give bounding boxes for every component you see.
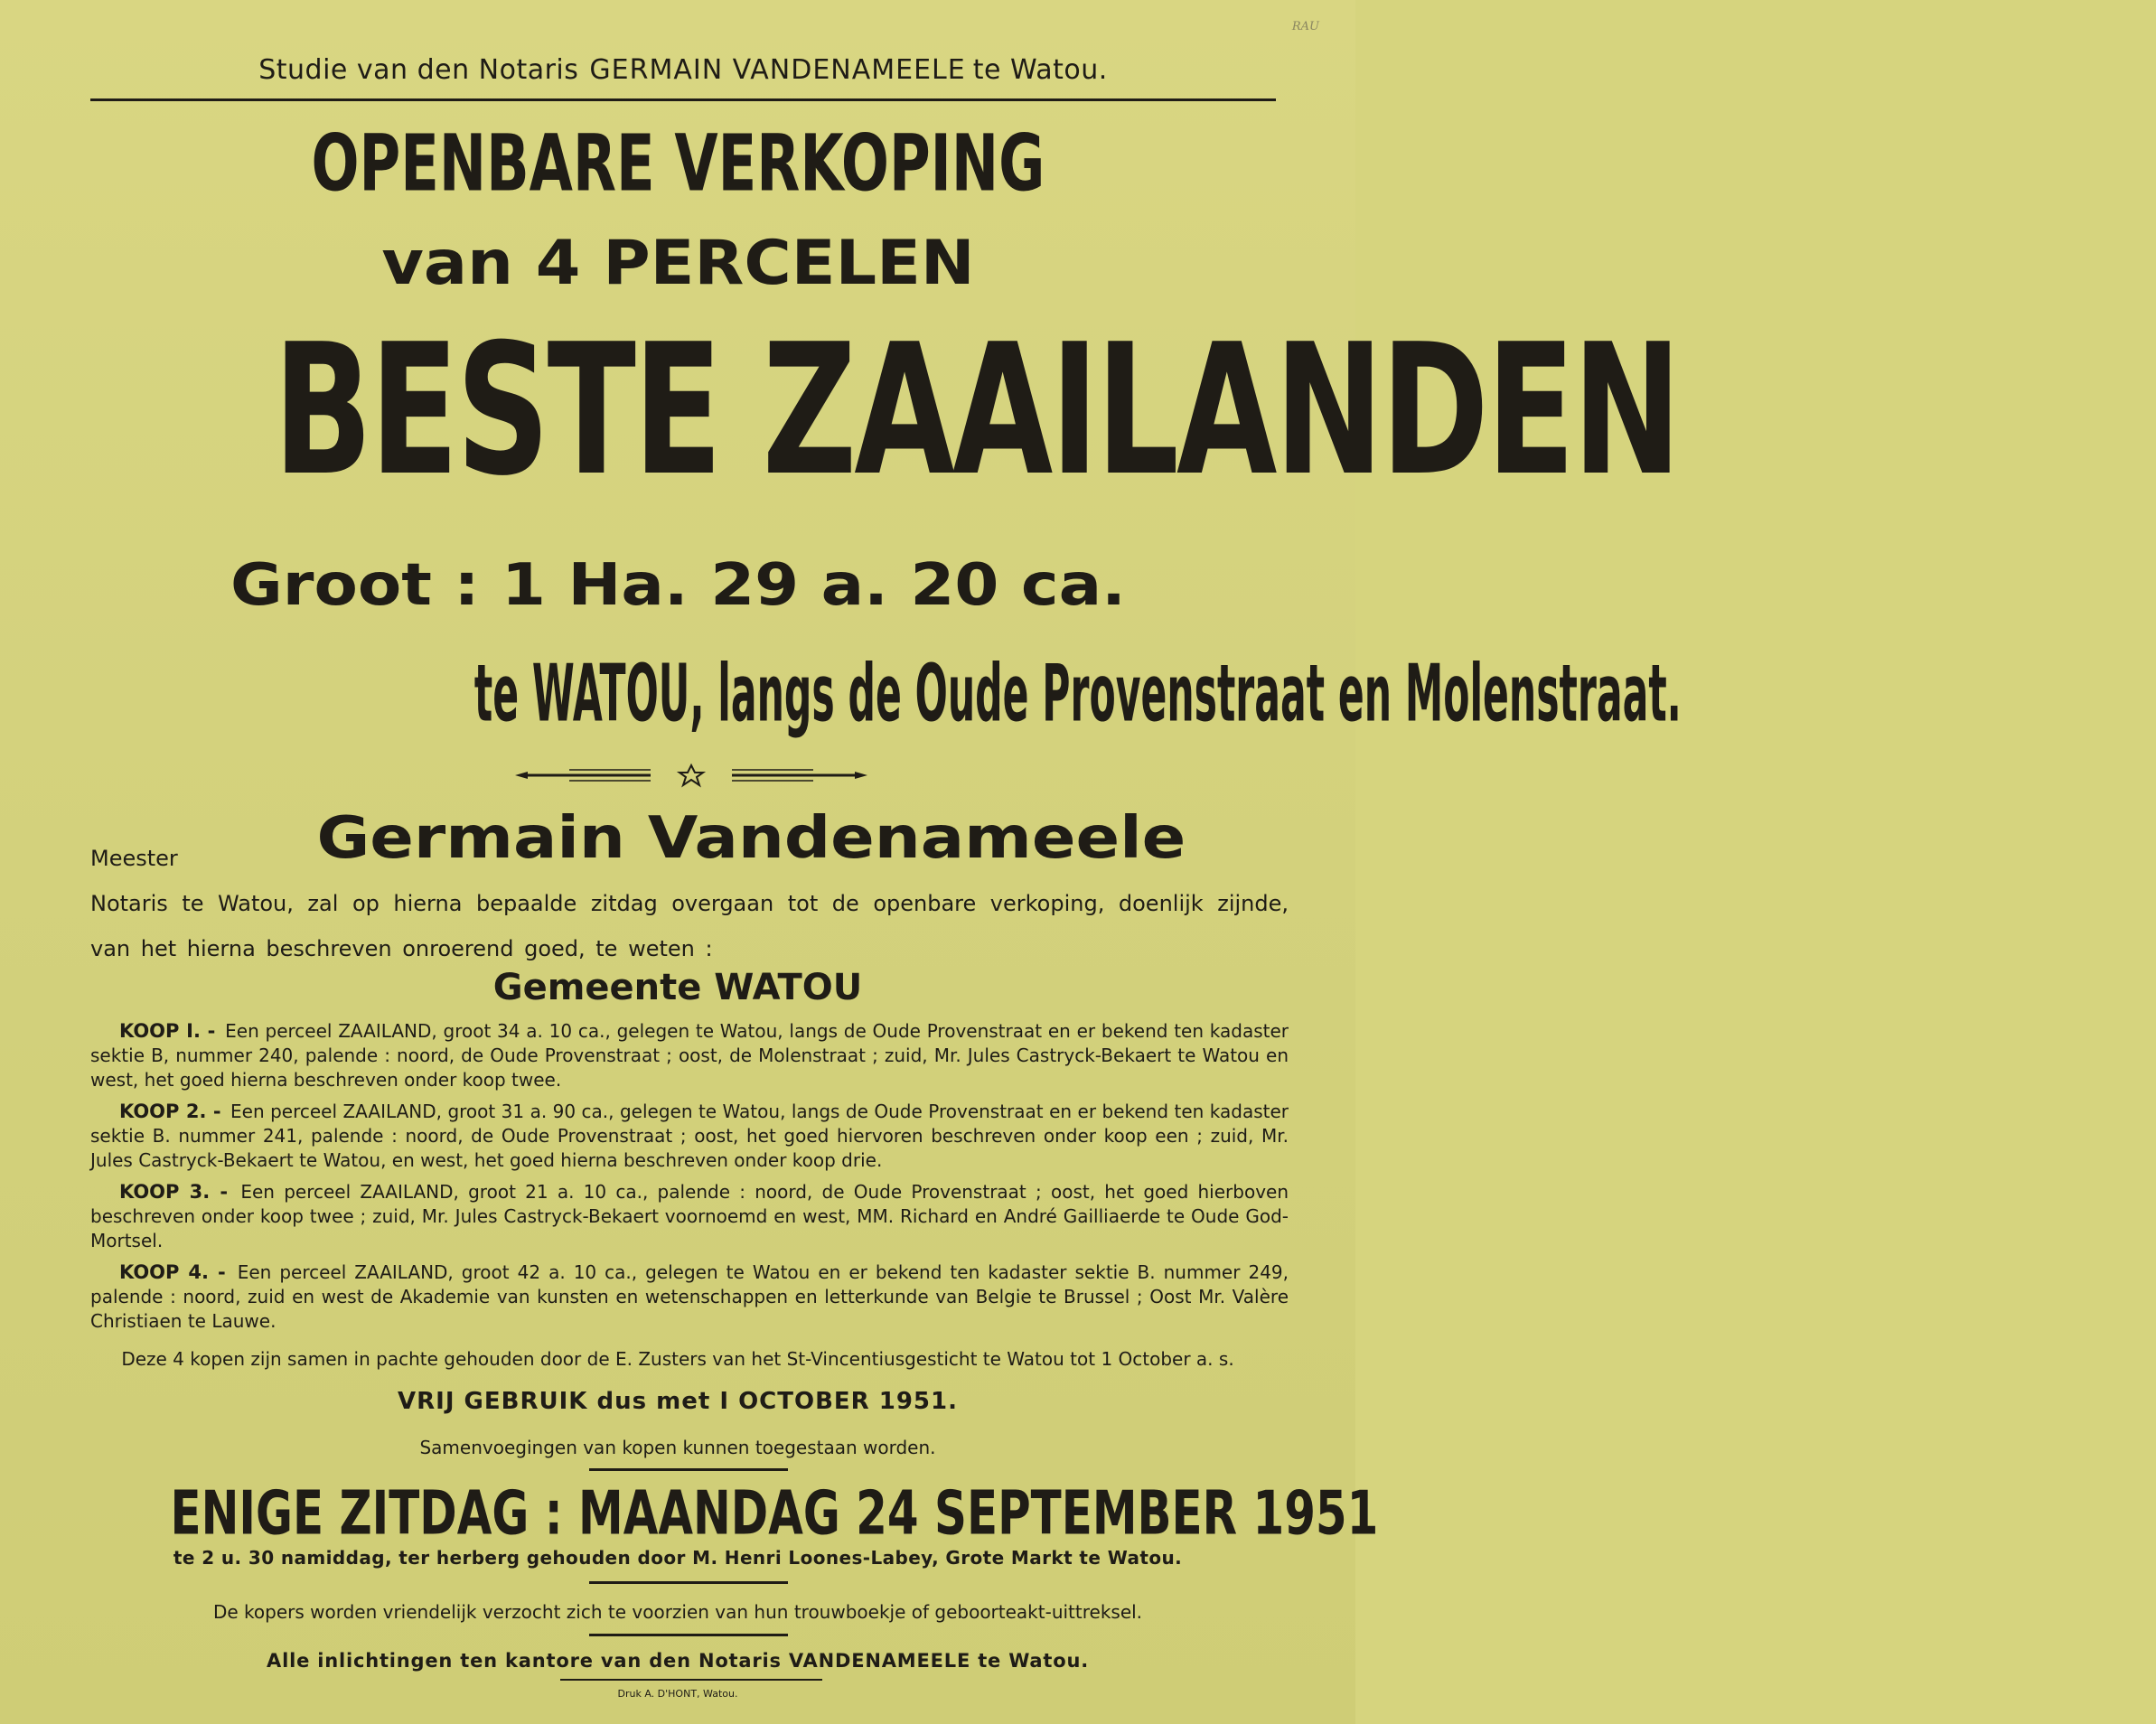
koop-label: KOOP I. - xyxy=(119,1020,216,1042)
printer-credit: Druk A. D'HONT, Watou. xyxy=(617,1688,738,1700)
headline-beste-zaailanden: BESTE ZAAILANDEN xyxy=(273,305,1679,516)
inlichtingen-note: Alle inlichtingen ten kantore van den Notaris VANDENAMEELE te Watou. xyxy=(267,1650,1089,1672)
headline-openbare-verkoping: OPENBARE VERKOPING xyxy=(311,117,1045,209)
divider-rule xyxy=(589,1468,788,1471)
divider-rule xyxy=(589,1581,788,1584)
divider-rule xyxy=(589,1634,788,1636)
header-prefix: Studie van den Notaris xyxy=(258,54,579,86)
koop-text: Een perceel ZAAILAND, groot 21 a. 10 ca., palende : noord, de Oude Provenstraat ; oost, het goed hierboven beschreven onder koop twee ; zuid, Mr. Jules Castryck-Bekaert voornoemd en west, MM. Richard en André Gailliaerde te Oude God-Mortsel. xyxy=(90,1181,1289,1251)
headline-percelen: van 4 PERCELEN xyxy=(380,228,975,299)
koop-item xyxy=(90,1180,1289,1253)
zitdag-heading: ENIGE ZITDAG : MAANDAG 24 SEPTEMBER 1951 xyxy=(170,1478,1379,1550)
koop-label: KOOP 4. - xyxy=(119,1261,226,1283)
footer-rule xyxy=(560,1679,822,1681)
gemeente-heading: Gemeente WATOU xyxy=(492,967,863,1008)
koop-text: Een perceel ZAAILAND, groot 42 a. 10 ca., gelegen te Watou en er bekend ten kadaster sektie B. nummer 249, palende : noord, zuid en west de Akademie van kunsten en wetenschappen en letterkunde van Belgie te Brussel ; Oost Mr. Valère Christiaen te Lauwe. xyxy=(90,1261,1289,1332)
koop-item xyxy=(90,1100,1289,1173)
pachte-note: Deze 4 kopen zijn samen in pachte gehouden door de E. Zusters van het St-Vincentiusgesticht te Watou tot 1 October a. s. xyxy=(121,1348,1234,1370)
kopers-note: De kopers worden vriendelijk verzocht zich te voorzien van hun trouwboekje of geboorteakt-uittreksel. xyxy=(212,1601,1143,1623)
koop-item xyxy=(90,1260,1289,1334)
koop-text: Een perceel ZAAILAND, groot 34 a. 10 ca., gelegen te Watou, langs de Oude Provenstraat en er bekend ten kadaster sektie B, nummer 240, palende : noord, de Oude Provenstraat ; oost, de Molenstraat ; zuid, Mr. Jules Castryck-Bekaert te Watou en west, het goed hierna beschreven onder koop twee. xyxy=(90,1020,1289,1091)
koop-label: KOOP 3. - xyxy=(119,1181,229,1203)
notary-header xyxy=(90,54,1276,86)
samenvoegingen-note: Samenvoegingen van kopen kunnen toegestaan worden. xyxy=(419,1437,936,1458)
header-rule xyxy=(90,98,1276,101)
ornament-divider xyxy=(515,762,867,789)
header-suffix: te Watou. xyxy=(972,54,1108,86)
koop-text: Een perceel ZAAILAND, groot 31 a. 90 ca., gelegen te Watou, langs de Oude Provenstraat en er bekend ten kadaster sektie B. nummer 241, palende : noord, de Oude Provenstraat ; oost, het goed hiervoren beschreven onder koop een ; zuid, Mr. Jules Castryck-Bekaert te Watou, en west, het goed hierna beschreven onder koop drie. xyxy=(90,1101,1289,1171)
headline-groot: Groot : 1 Ha. 29 a. 20 ca. xyxy=(230,552,1126,619)
vrij-gebruik: VRIJ GEBRUIK dus met I OCTOBER 1951. xyxy=(398,1388,958,1415)
archive-mark: RAU xyxy=(1291,20,1319,33)
header-notary-name: GERMAIN VANDENAMEELE xyxy=(589,54,966,86)
notary-name-heading: Germain Vandenameele xyxy=(316,805,1186,872)
intro-paragraph: Notaris te Watou, zal op hierna bepaalde zitdag overgaan tot de openbare verkoping, doenlijk zijnde, van het hierna beschreven onroerend goed, te weten : xyxy=(90,891,1289,961)
meester-label: Meester xyxy=(90,846,178,871)
headline-location: te WATOU, langs de Oude Provenstraat en Molenstraat. xyxy=(473,646,1682,740)
koop-item xyxy=(90,1019,1289,1092)
koop-label: KOOP 2. - xyxy=(119,1101,221,1122)
time-and-place: te 2 u. 30 namiddag, ter herberg gehouden door M. Henri Loones-Labey, Grote Markt te Watou. xyxy=(173,1547,1183,1569)
